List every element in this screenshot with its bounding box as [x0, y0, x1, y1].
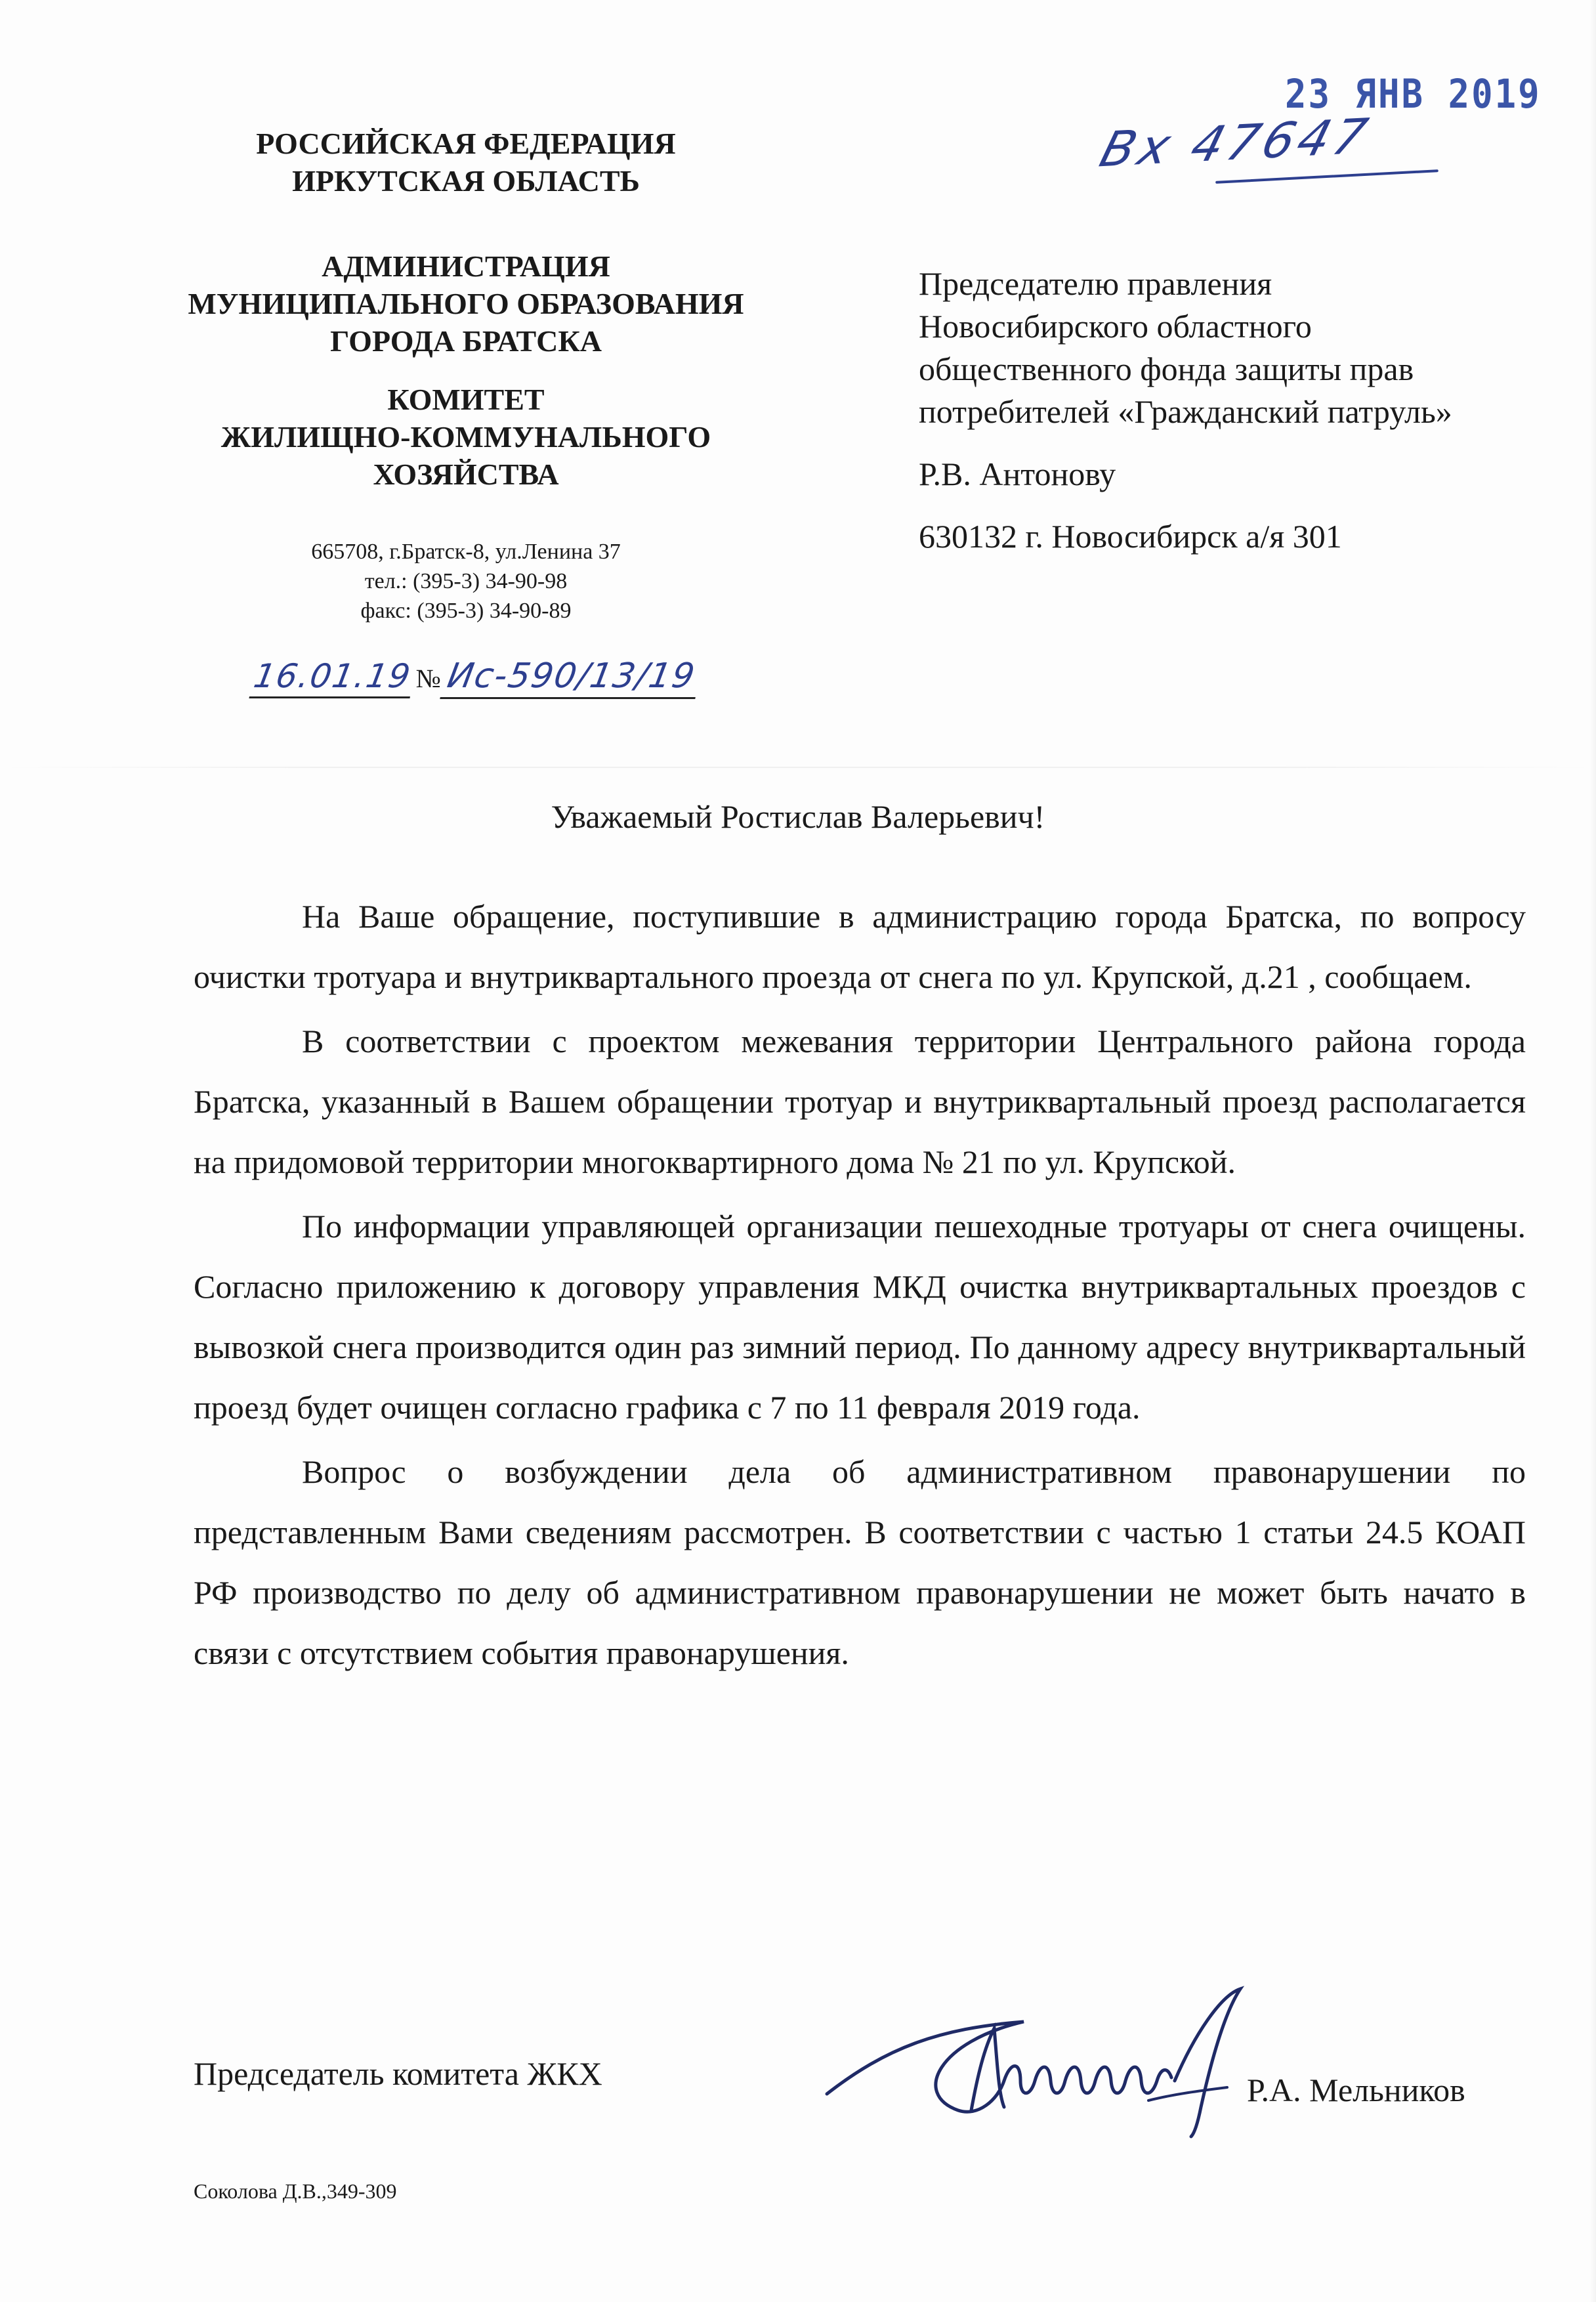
header-federation [164, 125, 768, 200]
addressee-name: Р.В. Антонову [919, 456, 1116, 492]
header-administration [164, 247, 768, 360]
addressee-postal: 630132 г. Новосибирск а/я 301 [919, 518, 1342, 555]
scan-edge [1589, 0, 1596, 2302]
header-committee [164, 381, 768, 493]
handwritten-signature [807, 1969, 1267, 2140]
spacer [919, 496, 1575, 515]
incoming-date-stamp: 23 ЯНВ 2019 [1285, 71, 1542, 117]
sender-contacts [164, 537, 768, 626]
header-line: АДМИНИСТРАЦИЯ [322, 249, 610, 283]
number-sign: № [415, 664, 441, 693]
header-line: ХОЗЯЙСТВА [373, 458, 559, 491]
body-paragraph: По информации управляющей организации пешеходные тротуары от снега очищены. Согласно приложению к договору управления МКД очистка внутриквартальных проездов с вывозкой снега производится один раз зимний период. По данному адресу внутриквартальный проезд будет очищен согласно графика с 7 по 11 февраля 2019 года. [194, 1208, 1526, 1426]
addressee-line: Председателю правления [919, 265, 1272, 302]
addressee-line: Новосибирского областного [919, 308, 1312, 345]
addressee-line: общественного фонда защиты прав [919, 351, 1414, 387]
outgoing-reg-number [253, 656, 751, 702]
addressee-line: потребителей «Гражданский патруль» [919, 393, 1452, 430]
sender-address: 665708, г.Братск-8, ул.Ленина 37 [311, 540, 621, 564]
spacer [919, 433, 1575, 453]
outgoing-number: Ис-590/13/19 [440, 656, 702, 699]
header-line: КОМИТЕТ [387, 383, 545, 416]
executor-info: Соколова Д.В.,349-309 [194, 2179, 397, 2203]
header-line: МУНИЦИПАЛЬНОГО ОБРАЗОВАНИЯ [188, 287, 744, 320]
salutation: Уважаемый Ростислав Валерьевич! [551, 798, 1045, 835]
sender-fax: факс: (395-3) 34-90-89 [360, 599, 572, 623]
body-paragraph: В соответствии с проектом межевания территории Центрального района города Братска, указанный в Вашем обращении тротуар и внутриквартальный проезд располагается на придомовой территории многоквартирного дома № 21 по ул. Крупской. [194, 1023, 1526, 1180]
signatory-name: Р.А. Мельников [1247, 2072, 1465, 2108]
incoming-number: Вх 47647 [1094, 108, 1377, 179]
sender-phone: тел.: (395-3) 34-90-98 [364, 569, 568, 593]
body-paragraph: На Ваше обращение, поступившие в администрацию города Братска, по вопросу очистки тротуара и внутриквартального проезда от снега по ул. Крупской, д.21 , сообщаем. [194, 898, 1526, 995]
header-line: ЖИЛИЩНО-КОММУНАЛЬНОГО [220, 420, 711, 454]
signatory-title: Председатель комитета ЖКХ [194, 2055, 602, 2092]
incoming-reg-handwritten [1094, 108, 1458, 187]
outgoing-date: 16.01.19 [249, 657, 417, 698]
header-line: ГОРОДА БРАТСКА [330, 324, 602, 358]
addressee-block [919, 263, 1575, 558]
header-line: РОССИЙСКАЯ ФЕДЕРАЦИЯ [256, 127, 676, 160]
body-paragraph: Вопрос о возбуждении дела об административном правонарушении по представленным Вами сведениям рассмотрен. В соответствии с частью 1 статьи 24.5 КОАП РФ производство по делу об административном правонарушении не может быть начато в связи с отсутствием события правонарушения. [194, 1453, 1526, 1671]
letter-body [194, 886, 1526, 1687]
fold-line [0, 767, 1596, 768]
header-line: ИРКУТСКАЯ ОБЛАСТЬ [292, 164, 640, 198]
incoming-underline [1215, 169, 1438, 184]
